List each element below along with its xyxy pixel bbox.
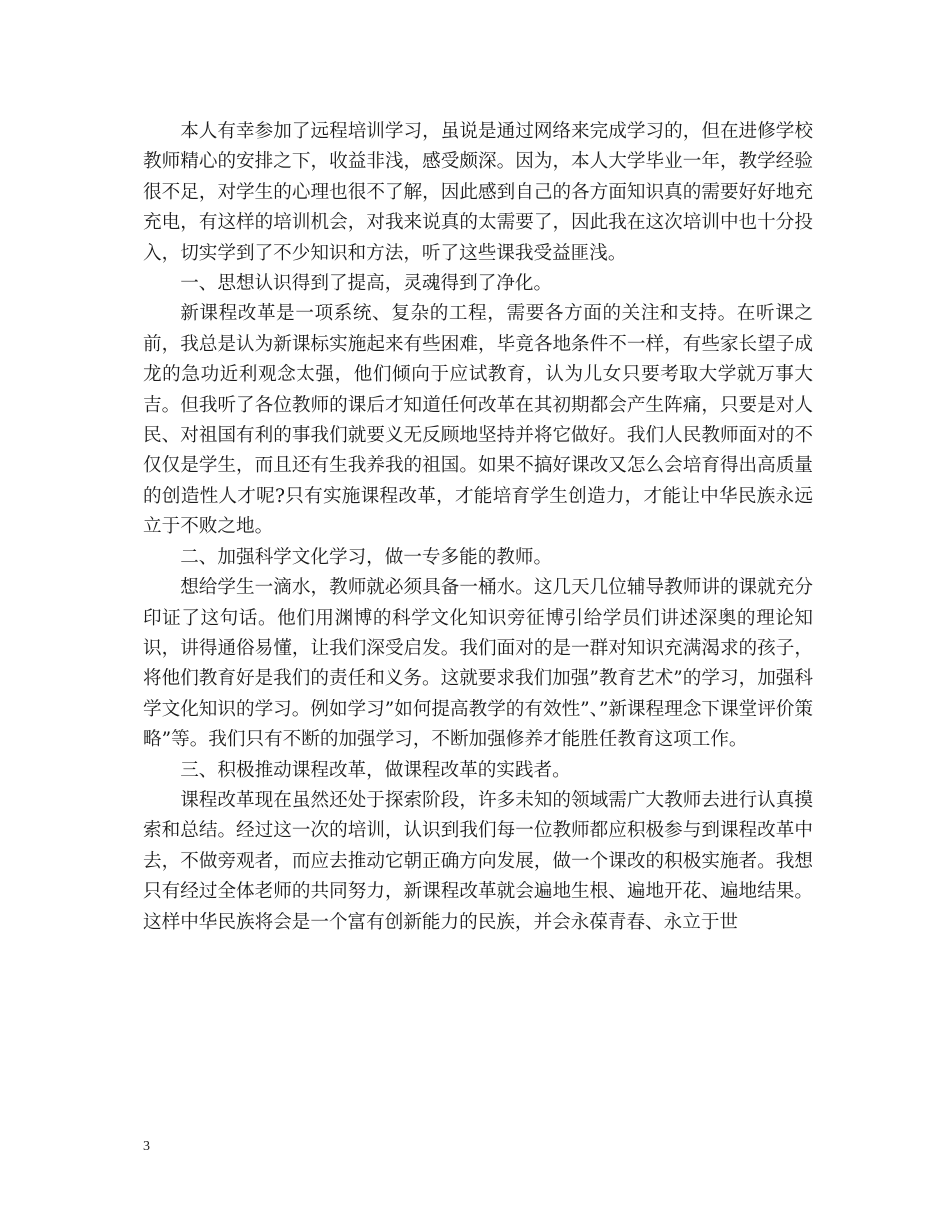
section-heading-1: 一、思想认识得到了提高，灵魂得到了净化。 — [180, 273, 553, 295]
paragraph-section-1: 新课程改革是一项系统、复杂的工程，需要各方面的关注和支持。在听课之前，我总是认为新课标实施起来有些困难，毕竟各地条件不一样，有些家长望子成龙的急功近利观念太强，他们倾向于应试教育，认为儿女只要考取大学就万事大吉。但我听了各位教师的课后才知道任何改革在其初期都会产生阵痛，只要是对人民、对祖国有利的事我们就要义无反顾地坚持并将它做好。我们人民教师面对的不仅仅是学生，而且还有生我养我的祖国。如果不搞好课改又怎么会培育得出高质量的创造性人才呢?只有实施课程改革，才能培育学生创造力，才能让中华民族永远立于不败之地。 — [143, 303, 813, 538]
paragraph-section-3: 课程改革现在虽然还处于探索阶段，许多未知的领域需广大教师去进行认真摸索和总结。经过这一次的培训，认识到我们每一位教师都应积极参与到课程改革中去，不做旁观者，而应去推动它朝正确方向发展，做一个课改的积极实施者。我想只有经过全体老师的共同努力，新课程改革就会遍地生根、遍地开花、遍地结果。这样中华民族将会是一个富有创新能力的民族，并会永葆青春、永立于世 — [143, 789, 813, 933]
section-heading-2: 二、加强科学文化学习，做一专多能的教师。 — [180, 546, 553, 568]
document-body — [143, 117, 813, 938]
paragraph-section-2: 想给学生一滴水，教师就必须具备一桶水。这几天几位辅导教师讲的课就充分印证了这句话。他们用渊博的科学文化知识旁征博引给学员们讲述深奥的理论知识，讲得通俗易懂，让我们深受启发。我们面对的是一群对知识充满渴求的孩子，将他们教育好是我们的责任和义务。这就要求我们加强”教育艺术”的学习，加强科学文化知识的学习。例如学习”如何提高教学的有效性”、”新课程理念下课堂评价策略”等。我们只有不断的加强学习，不断加强修养才能胜任教育这项工作。 — [143, 577, 813, 751]
paragraph-intro: 本人有幸参加了远程培训学习，虽说是通过网络来完成学习的，但在进修学校教师精心的安排之下，收益非浅，感受颇深。因为，本人大学毕业一年，教学经验很不足，对学生的心理也很不了解，因此感到自己的各方面知识真的需要好好地充充电，有这样的培训机会，对我来说真的太需要了，因此我在这次培训中也十分投入，切实学到了不少知识和方法，听了这些课我受益匪浅。 — [143, 121, 813, 264]
page-number: 3 — [143, 1139, 150, 1154]
section-heading-3: 三、积极推动课程改革，做课程改革的实践者。 — [180, 759, 571, 781]
